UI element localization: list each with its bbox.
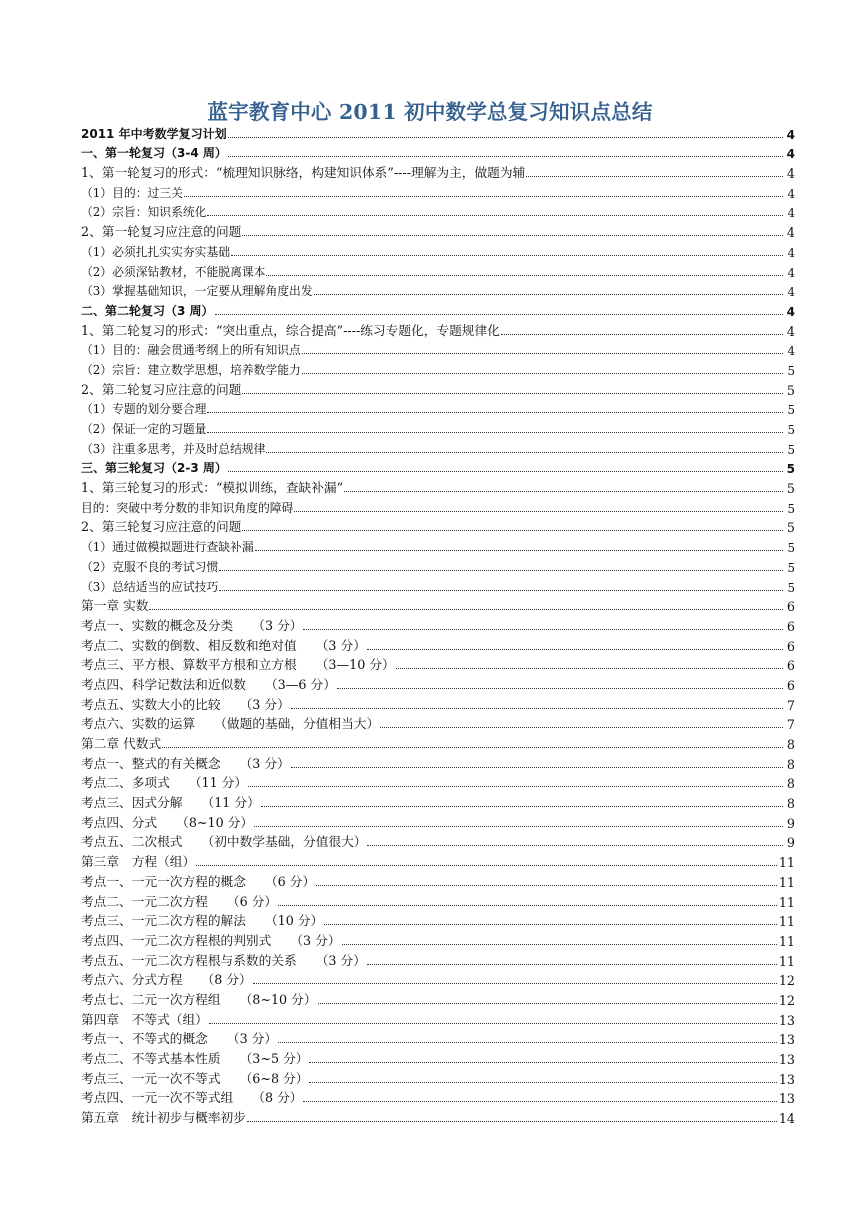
toc-entry[interactable] [81, 220, 795, 240]
toc-leader-dots [337, 688, 783, 689]
toc-entry-text: （2）克服不良的考试习惯 [81, 559, 219, 574]
toc-entry-text: 考点二、不等式基本性质 （3~5 分） [81, 1051, 309, 1066]
toc-entry-text: （2）必须深钻教材，不能脱离课本 [81, 264, 266, 279]
toc-leader-dots [367, 845, 783, 846]
toc-page-number: 4 [787, 285, 795, 300]
toc-page-number: 6 [786, 638, 795, 654]
toc-entry-text: （2）保证一定的习题量 [81, 422, 207, 436]
toc-entry[interactable] [81, 516, 795, 536]
toc-entry-text: 三、第三轮复习（2-3 周） [81, 461, 227, 476]
toc-leader-dots [253, 983, 777, 984]
toc-page-number: 11 [778, 874, 795, 890]
toc-leader-dots [266, 452, 783, 453]
toc-entry-text: 考点四、一元二次方程根的判别式 （3 分） [81, 932, 341, 948]
toc-leader-dots [247, 1121, 777, 1122]
toc-entry[interactable] [81, 555, 795, 575]
toc-page-number: 4 [786, 166, 795, 182]
toc-entry-text: 考点一、不等式的概念 （3 分） [81, 1031, 278, 1047]
toc-entry-text: （3）掌握基础知识，一定要从理解角度出发 [81, 284, 313, 299]
toc-page-number: 4 [786, 127, 795, 142]
toc-leader-dots [231, 255, 783, 256]
toc-page-number: 5 [787, 560, 795, 575]
toc-page-number: 4 [786, 323, 795, 339]
toc-page-number: 9 [786, 815, 795, 831]
toc-entry[interactable] [81, 614, 795, 634]
toc-entry[interactable] [81, 476, 795, 496]
toc-entry[interactable] [81, 811, 795, 831]
toc-entry[interactable] [81, 870, 795, 890]
toc-entry-text: （1）专题的划分要合理 [81, 402, 207, 417]
toc-entry-text: （3）注重多思考，并及时总结规律 [81, 441, 266, 456]
toc-entry-text: （1）目的：融会贯通考纲上的所有知识点 [81, 343, 301, 358]
toc-entry[interactable] [81, 496, 795, 516]
toc-page-number: 11 [778, 953, 795, 969]
toc-entry[interactable] [81, 201, 795, 221]
toc-leader-dots [342, 944, 777, 945]
toc-entry-text: 第三章 方程（组） [81, 854, 196, 870]
toc-leader-dots [303, 629, 783, 630]
toc-page-number: 13 [778, 1012, 795, 1028]
toc-page-number: 5 [786, 520, 795, 536]
toc-entry[interactable] [81, 358, 795, 378]
toc-page-number: 6 [786, 677, 795, 693]
toc-page-number: 5 [787, 501, 795, 516]
toc-entry-text: （2）宗旨：知识系统化 [81, 205, 207, 220]
toc-page-number: 11 [778, 914, 795, 930]
toc-page-number: 11 [778, 894, 795, 910]
toc-leader-dots [207, 412, 783, 413]
toc-entry[interactable] [81, 535, 795, 555]
toc-entry[interactable] [81, 969, 795, 989]
toc-entry[interactable] [81, 437, 795, 457]
toc-page-number: 4 [786, 147, 795, 162]
toc-page-number: 14 [778, 1111, 795, 1127]
toc-entry[interactable] [81, 1087, 795, 1107]
toc-entry[interactable] [81, 575, 795, 595]
toc-leader-dots [324, 924, 777, 925]
toc-leader-dots [501, 334, 783, 335]
toc-entry-text: （1）通过做模拟题进行查缺补漏 [81, 540, 254, 555]
toc-leader-dots [228, 137, 783, 138]
toc-entry-text: 1、第一轮复习的形式：“梳理知识脉络，构建知识体系”----理解为主，做题为辅 [81, 165, 526, 181]
toc-leader-dots [318, 1003, 777, 1004]
toc-entry-text: 考点三、一元二次方程的解法 （10 分） [81, 913, 324, 929]
toc-page-number: 4 [787, 344, 795, 359]
toc-leader-dots [254, 826, 783, 827]
toc-page-number: 12 [778, 973, 795, 989]
toc-page-number: 12 [778, 992, 795, 1008]
toc-page-number: 4 [787, 186, 795, 201]
toc-entry-text: 考点二、多项式 （11 分） [81, 775, 248, 791]
toc-entry[interactable] [81, 713, 795, 733]
toc-entry[interactable] [81, 181, 795, 201]
toc-entry-text: 2、第三轮复习应注意的问题 [81, 519, 242, 535]
toc-leader-dots [207, 432, 783, 433]
toc-leader-dots [207, 215, 783, 216]
toc-entry[interactable] [81, 850, 795, 870]
toc-page-number: 4 [787, 245, 795, 260]
toc-leader-dots [291, 767, 783, 768]
toc-leader-dots [344, 491, 783, 492]
toc-entry-text: 考点一、实数的概念及分类 （3 分） [81, 617, 303, 633]
toc-entry-text: 考点一、一元一次方程的概念 （6 分） [81, 873, 316, 889]
toc-entry-text: 2、第一轮复习应注意的问题 [81, 224, 242, 240]
toc-entry-text: 考点四、分式 （8~10 分） [81, 814, 254, 830]
toc-entry-text: 考点七、二元一次方程组 （8~10 分） [81, 991, 317, 1007]
toc-entry-text: 第四章 不等式（组） [81, 1011, 208, 1027]
toc-leader-dots [316, 885, 777, 886]
toc-entry[interactable] [81, 988, 795, 1008]
toc-leader-dots [149, 609, 783, 610]
toc-entry[interactable] [81, 772, 795, 792]
toc-leader-dots [294, 511, 783, 512]
toc-leader-dots [266, 275, 783, 276]
toc-leader-dots [261, 806, 783, 807]
toc-leader-dots [278, 905, 777, 906]
toc-page-number: 11 [778, 855, 795, 871]
toc-entry-text: 考点一、整式的有关概念 （3 分） [81, 755, 290, 771]
toc-entry[interactable] [81, 791, 795, 811]
toc-entry-text: 考点六、分式方程 （8 分） [81, 972, 252, 988]
toc-entry[interactable] [81, 673, 795, 693]
toc-entry-text: 1、第二轮复习的形式：“突出重点，综合提高”----练习专题化，专题规律化 [81, 322, 500, 338]
toc-entry[interactable] [81, 910, 795, 930]
toc-page-number: 8 [786, 756, 795, 772]
toc-entry[interactable] [81, 831, 795, 851]
toc-page-number: 11 [778, 933, 795, 949]
toc-page-number: 8 [786, 776, 795, 792]
toc-entry[interactable] [81, 654, 795, 674]
toc-entry-text: 考点二、实数的倒数、相反数和绝对值 （3 分） [81, 637, 366, 653]
toc-entry-text: 考点二、一元二次方程 （6 分） [81, 893, 278, 909]
toc-leader-dots [396, 668, 783, 669]
toc-entry[interactable] [81, 732, 795, 752]
toc-page-number: 8 [786, 796, 795, 812]
toc-entry[interactable] [81, 398, 795, 418]
toc-leader-dots [228, 471, 783, 472]
toc-entry-text: 考点五、二次根式 （初中数学基础，分值很大） [81, 834, 367, 850]
toc-leader-dots [242, 393, 783, 394]
toc-page-number: 5 [787, 442, 795, 457]
toc-page-number: 5 [786, 481, 795, 497]
toc-page-number: 5 [786, 382, 795, 398]
toc-entry-text: 二、第二轮复习（3 周） [81, 303, 214, 318]
toc-leader-dots [380, 727, 783, 728]
toc-leader-dots [278, 1042, 777, 1043]
toc-entry-text: 一、第一轮复习（3-4 周） [81, 146, 227, 161]
toc-leader-dots [196, 865, 777, 866]
toc-entry[interactable] [81, 142, 795, 162]
toc-leader-dots [367, 649, 783, 650]
toc-leader-dots [302, 373, 783, 374]
toc-entry-text: 第五章 统计初步与概率初步 [81, 1110, 246, 1126]
toc-entry[interactable] [81, 417, 795, 437]
toc-entry-text: （3）总结适当的应试技巧 [81, 579, 219, 594]
toc-entry-text: 考点五、一元二次方程根与系数的关系 （3 分） [81, 952, 366, 968]
toc-page-number: 6 [786, 658, 795, 674]
toc-entry-text: 第二章 代数式 [81, 736, 162, 751]
toc-page-number: 6 [786, 599, 795, 615]
toc-leader-dots [314, 294, 783, 295]
toc-leader-dots [184, 196, 783, 197]
toc-page-number: 13 [778, 1091, 795, 1107]
toc-entry[interactable] [81, 693, 795, 713]
toc-page-number: 5 [786, 462, 795, 477]
toc-entry[interactable] [81, 1028, 795, 1048]
toc-entry-text: 考点三、因式分解 （11 分） [81, 795, 260, 811]
toc-page-number: 9 [786, 835, 795, 851]
toc-entry-text: （1）必须扎扎实实夯实基础 [81, 244, 231, 259]
toc-page-number: 5 [787, 423, 795, 437]
toc-leader-dots [367, 964, 777, 965]
toc-leader-dots [303, 1101, 776, 1102]
toc-entry[interactable] [81, 1106, 795, 1126]
toc-entry[interactable] [81, 260, 795, 280]
toc-entry[interactable] [81, 319, 795, 339]
toc-page-number: 13 [778, 1071, 795, 1087]
toc-entry-text: 考点三、平方根、算数平方根和立方根 （3—10 分） [81, 657, 395, 673]
toc-entry-text: 考点四、一元一次不等式组 （8 分） [81, 1090, 303, 1106]
toc-leader-dots [309, 1062, 776, 1063]
toc-entry-text: 考点三、一元一次不等式 （6~8 分） [81, 1070, 309, 1086]
toc-page-number: 8 [786, 737, 795, 752]
toc-page-number: 5 [787, 541, 795, 556]
toc-leader-dots [309, 1082, 776, 1083]
toc-leader-dots [215, 314, 783, 315]
toc-page-number: 13 [778, 1052, 795, 1067]
toc-leader-dots [248, 786, 783, 787]
toc-page-number: 7 [786, 697, 795, 713]
toc-page-number: 7 [786, 717, 795, 733]
toc-entry[interactable] [81, 299, 795, 319]
toc-entry-text: （2）宗旨：建立数学思想，培养数学能力 [81, 362, 301, 377]
toc-entry[interactable] [81, 378, 795, 398]
toc-page-number: 4 [787, 265, 795, 280]
toc-entry[interactable] [81, 634, 795, 654]
toc-entry[interactable] [81, 280, 795, 300]
toc-page-number: 13 [778, 1032, 795, 1048]
toc-entry[interactable] [81, 457, 795, 477]
toc-entry-text: 目的：突破中考分数的非知识角度的障碍 [81, 500, 294, 515]
toc-entry-text: 考点六、实数的运算 （做题的基础，分值相当大） [81, 716, 380, 732]
toc-page-number: 4 [786, 225, 795, 241]
toc-entry-text: 第一章 实数 [81, 598, 149, 614]
toc-leader-dots [242, 530, 783, 531]
document-title: 蓝宇教育中心 2011 初中数学总复习知识点总结 [207, 100, 653, 124]
toc-leader-dots [242, 235, 783, 236]
toc-leader-dots [255, 550, 783, 551]
toc-page-number: 5 [787, 580, 795, 595]
toc-entry[interactable] [81, 1008, 795, 1028]
toc-leader-dots [162, 747, 783, 748]
toc-page-number: 4 [787, 206, 795, 221]
toc-entry[interactable] [81, 240, 795, 260]
toc-entry-text: 2011 年中考数学复习计划 [81, 126, 227, 141]
toc-leader-dots [526, 176, 783, 177]
toc-entry[interactable] [81, 929, 795, 949]
toc-page-number: 5 [787, 363, 795, 378]
toc-leader-dots [209, 1023, 777, 1024]
toc-page-number: 5 [787, 403, 795, 418]
toc-entry-text: 考点四、科学记数法和近似数 （3—6 分） [81, 676, 336, 692]
toc-page-number: 6 [786, 618, 795, 634]
toc-entry[interactable] [81, 1067, 795, 1087]
toc-leader-dots [228, 156, 783, 157]
toc-entry-text: 1、第三轮复习的形式：“模拟训练，查缺补漏” [81, 480, 344, 496]
toc-entry[interactable] [81, 339, 795, 359]
toc-leader-dots [219, 570, 783, 571]
toc-entry[interactable] [81, 595, 795, 615]
toc-entry[interactable] [81, 752, 795, 772]
toc-leader-dots [291, 708, 783, 709]
toc-entry[interactable] [81, 949, 795, 969]
toc-entry[interactable] [81, 161, 795, 181]
toc-entry[interactable] [81, 122, 795, 142]
toc-leader-dots [302, 353, 783, 354]
toc-entry[interactable] [81, 1047, 795, 1067]
toc-entry[interactable] [81, 890, 795, 910]
table-of-contents [81, 122, 795, 1126]
toc-entry-text: 2、第二轮复习应注意的问题 [81, 381, 242, 397]
toc-entry-text: 考点五、实数大小的比较 （3 分） [81, 696, 290, 712]
toc-entry-text: （1）目的：过三关 [81, 185, 183, 200]
toc-page-number: 4 [786, 304, 795, 319]
toc-leader-dots [219, 590, 783, 591]
